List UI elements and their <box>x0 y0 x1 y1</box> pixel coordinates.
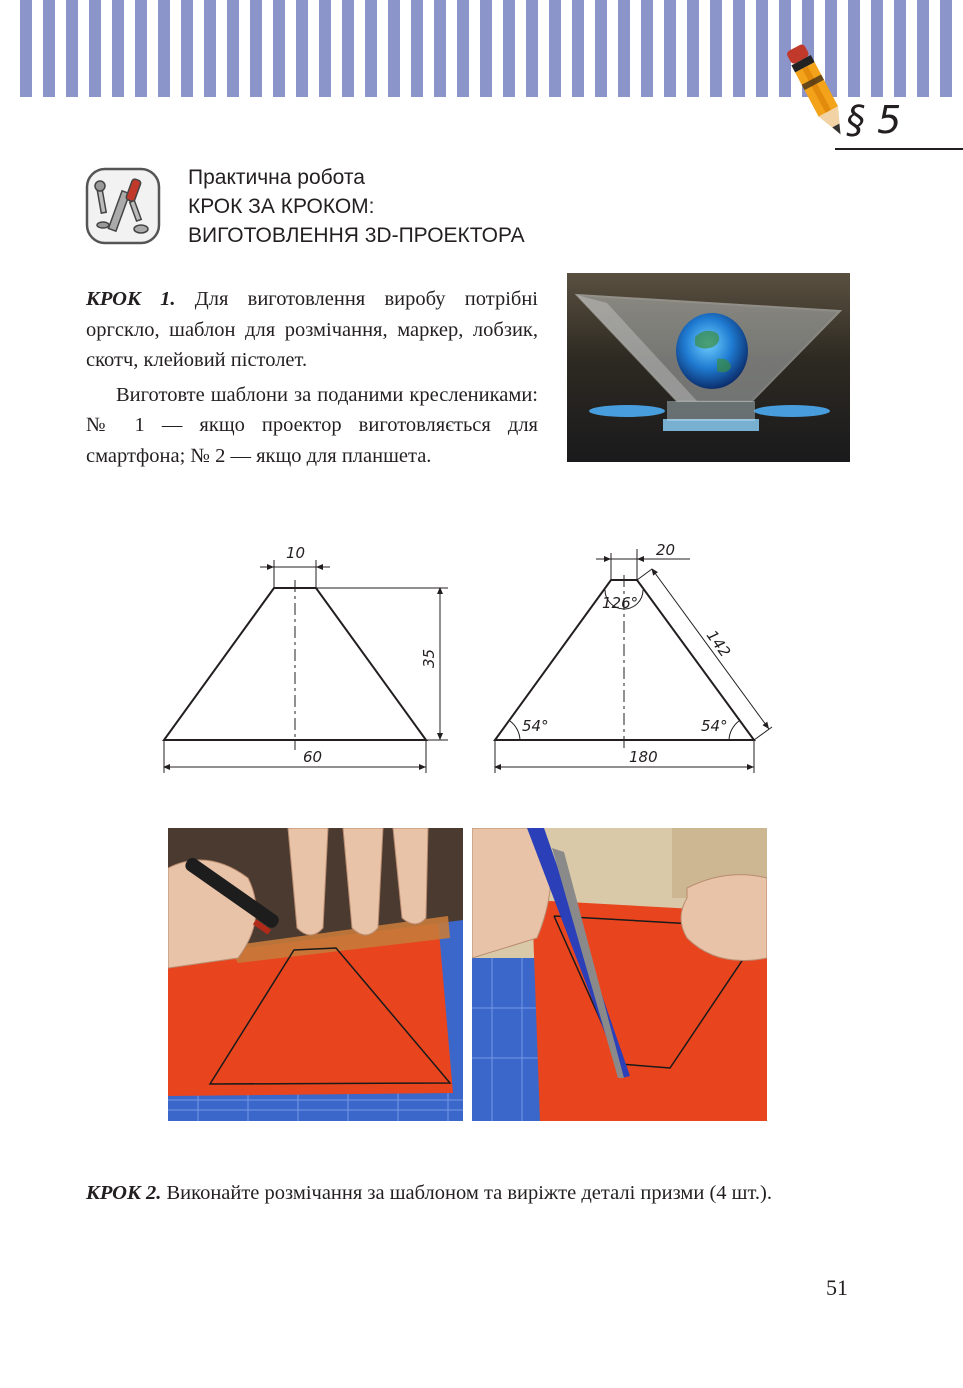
step1-label: КРОК 1. <box>86 288 176 310</box>
step1-paragraph-2: Виготовте шаблони за поданими креслениками: № 1 — якщо проектор виготовляється для смартфона; № 2 — якщо для планшета. <box>86 383 538 467</box>
dim-left-angle-2: 54° <box>522 717 549 735</box>
dim-top-width-2: 20 <box>656 541 676 559</box>
dim-right-angle-2: 54° <box>701 717 728 735</box>
step2-paragraph <box>86 1178 850 1209</box>
tools-icon <box>85 167 161 245</box>
step1-text-block <box>86 284 538 471</box>
dim-top-angle-2: 126° <box>602 594 639 612</box>
heading-line-2: КРОК ЗА КРОКОМ: <box>188 195 375 218</box>
template-drawings <box>150 535 790 785</box>
page-number: 51 <box>826 1275 848 1300</box>
dim-side-length-2: 142 <box>702 626 735 661</box>
dim-height-1: 35 <box>420 648 438 668</box>
step2-label: КРОК 2. <box>86 1182 162 1204</box>
cutting-photo <box>472 828 767 1121</box>
heading-line-3: ВИГОТОВЛЕННЯ 3D-ПРОЕКТОРА <box>188 224 525 247</box>
step1-paragraph <box>86 284 538 376</box>
dim-bottom-width-1: 60 <box>303 748 323 766</box>
step2-text-block <box>86 1178 850 1209</box>
dim-top-width-1: 10 <box>286 544 306 562</box>
marking-photo <box>168 828 463 1121</box>
heading-line-1: Практична робота <box>188 166 365 189</box>
step2-text: Виконайте розмічання за шаблоном та виріжте деталі призми (4 шт.). <box>161 1182 772 1204</box>
dim-bottom-width-2: 180 <box>629 748 658 766</box>
hologram-projector-photo <box>567 273 850 462</box>
step1-text: Для виготовлення виробу потрібні оргскло, шаблон для розмічання, маркер, лобзик, скотч, клейовий пістолет. <box>86 288 538 371</box>
practical-work-heading <box>188 163 525 250</box>
section-marker: § 5 <box>846 98 902 142</box>
